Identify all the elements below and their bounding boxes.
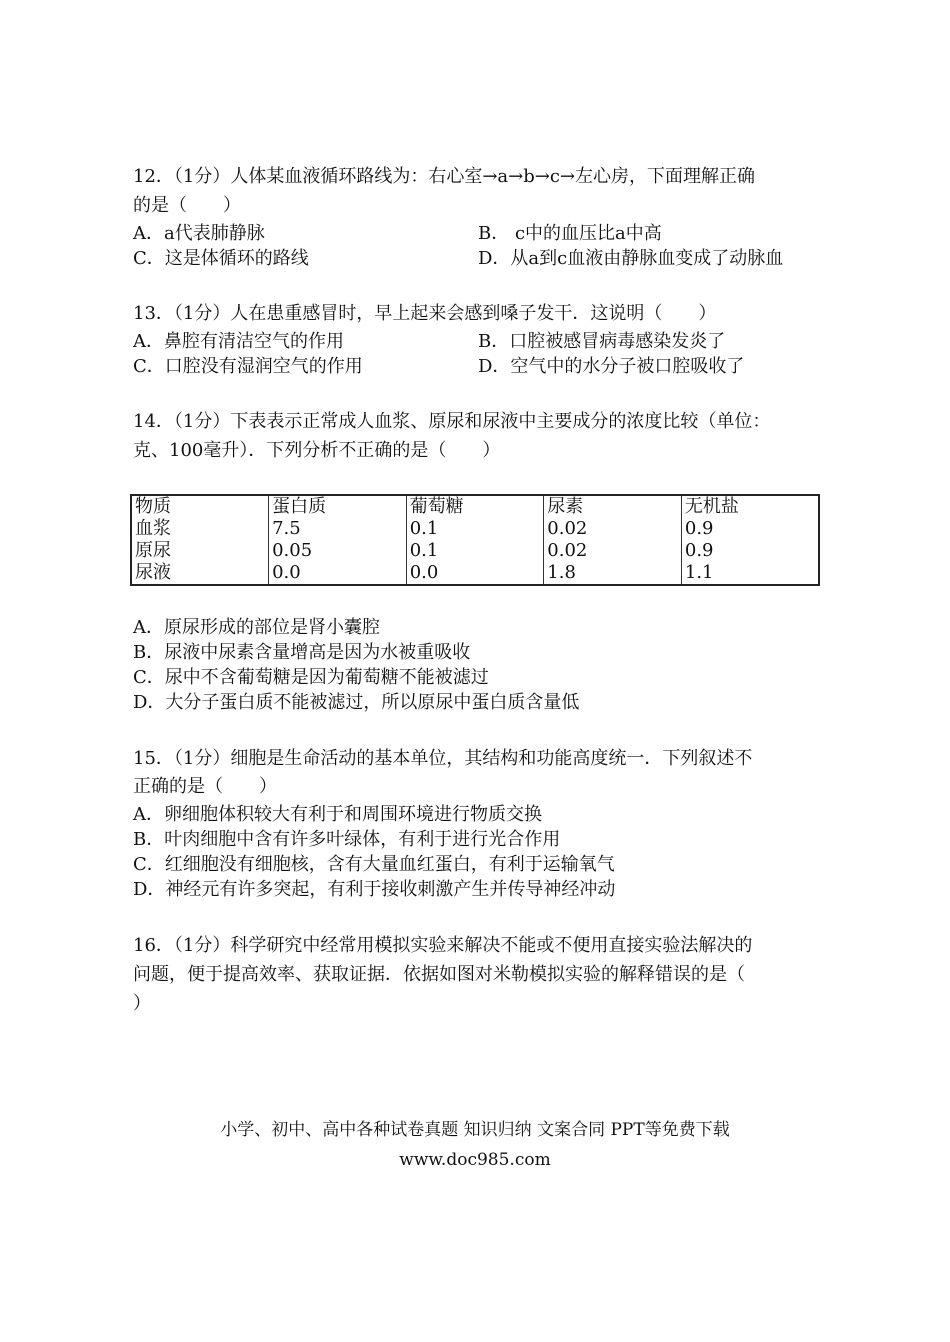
q13-option-d: D．空气中的水分子被口腔吸收了 [478,356,745,377]
table-cell: 0.0 [406,562,544,585]
table-row [131,562,819,585]
q15-option-b: B．叶肉细胞中含有许多叶绿体，有利于进行光合作用 [133,829,561,850]
table-header-cell: 蛋白质 [269,495,407,518]
table-cell: 7.5 [269,518,407,540]
table-header-row [131,495,819,518]
table-header-cell: 无机盐 [681,495,819,518]
table-row [131,518,819,540]
q16-stem-line2: 问题，便于提高效率、获取证据．依据如图对米勒模拟实验的解释错误的是（ [133,964,745,985]
q15-stem-line1: 15．（1分）细胞是生命活动的基本单位，其结构和功能高度统一．下列叙述不 [133,748,753,769]
q15-option-d: D．神经元有许多突起，有利于接收刺激产生并传导神经冲动 [133,879,616,900]
table-header-cell: 尿素 [544,495,682,518]
q16-stem-line3: ） [133,993,151,1014]
q16-stem-line1: 16．（1分）科学研究中经常用模拟实验来解决不能或不便用直接实验法解决的 [133,935,753,956]
table-cell: 0.1 [406,540,544,562]
q14-option-a: A．原尿形成的部位是肾小囊腔 [133,617,380,638]
q13-option-c: C．口腔没有湿润空气的作用 [133,356,363,377]
table-cell: 0.9 [681,540,819,562]
table-row [131,540,819,562]
q12-stem-line1: 12．（1分）人体某血液循环路线为：右心室→a→b→c→左心房，下面理解正确 [133,166,756,187]
table-cell: 原尿 [131,540,269,562]
q15-option-c: C．红细胞没有细胞核，含有大量血红蛋白，有利于运输氧气 [133,854,615,875]
q13-option-a: A．鼻腔有清洁空气的作用 [133,331,344,352]
table-cell: 尿液 [131,562,269,585]
q14-option-d: D．大分子蛋白质不能被滤过，所以原尿中蛋白质含量低 [133,692,580,713]
concentration-table [130,494,820,586]
q12-option-d: D．从a到c血液由静脉血变成了动脉血 [478,248,784,269]
q12-option-b: B． c中的血压比a中高 [478,223,662,244]
q13-stem-line1: 13．（1分）人在患重感冒时，早上起来会感到嗓子发干．这说明（ ） [133,303,717,324]
q14-option-c: C．尿中不含葡萄糖是因为葡萄糖不能被滤过 [133,667,489,688]
footer-promo-text: 小学、初中、高中各种试卷真题 知识归纳 文案合同 PPT等免费下载 [220,1120,730,1140]
table-cell: 血浆 [131,518,269,540]
q15-stem-line2: 正确的是（ ） [133,776,277,797]
footer-website: www.doc985.com [399,1150,551,1170]
q13-option-b: B．口腔被感冒病毒感染发炎了 [478,331,726,352]
q14-stem-line1: 14．（1分）下表表示正常成人血浆、原尿和尿液中主要成分的浓度比较（单位： [133,411,771,432]
table-cell: 1.1 [681,562,819,585]
q12-option-c: C．这是体循环的路线 [133,248,309,269]
table-header-cell: 葡萄糖 [406,495,544,518]
q14-option-b: B．尿液中尿素含量增高是因为水被重吸收 [133,642,471,663]
q15-option-a: A．卵细胞体积较大有利于和周围环境进行物质交换 [133,804,542,825]
table-cell: 0.9 [681,518,819,540]
q12-stem-line2: 的是（ ） [133,195,241,216]
table-cell: 0.02 [544,518,682,540]
table-cell: 1.8 [544,562,682,585]
table-cell: 0.1 [406,518,544,540]
table-cell: 0.02 [544,540,682,562]
q14-stem-line2: 克、100毫升）．下列分析不正确的是（ ） [133,440,501,461]
q12-option-a: A．a代表肺静脉 [133,223,265,244]
table-cell: 0.05 [269,540,407,562]
table-cell: 0.0 [269,562,407,585]
table-header-cell: 物质 [131,495,269,518]
